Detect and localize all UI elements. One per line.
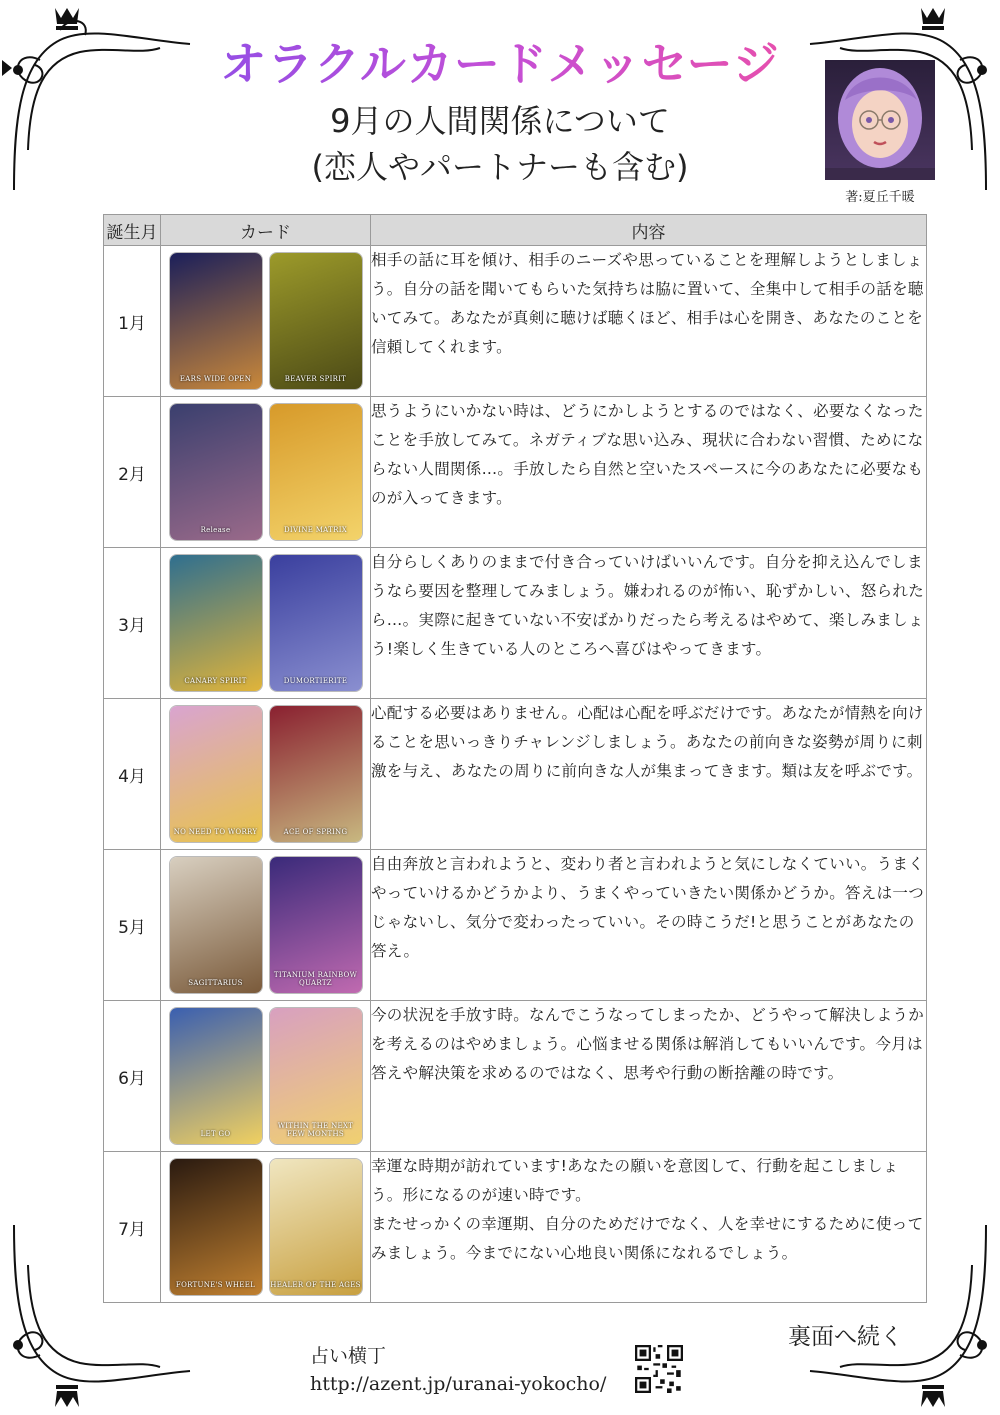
oracle-card-label: WITHIN THE NEXT FEW MONTHS xyxy=(277,1122,354,1138)
table-row xyxy=(104,397,927,548)
site-name: 占い横丁 xyxy=(310,1345,387,1367)
oracle-card-label: EARS WIDE OPEN xyxy=(179,375,252,383)
header-card: カード xyxy=(161,215,371,246)
site-url[interactable]: http://azent.jp/uranai-yokocho/ xyxy=(310,1373,607,1395)
subtitle-line-2: (恋人やパートナーも含む) xyxy=(311,148,689,186)
cards-cell xyxy=(161,850,371,1001)
cards-cell xyxy=(161,548,371,699)
birth-month-cell: 7月 xyxy=(104,1152,161,1303)
oracle-card-image xyxy=(270,555,362,691)
oracle-card-label: FORTUNE'S WHEEL xyxy=(175,1281,256,1289)
footer-site xyxy=(310,1342,606,1398)
table-row xyxy=(104,1001,927,1152)
cards-cell xyxy=(161,1152,371,1303)
oracle-card-image xyxy=(270,1159,362,1295)
oracle-card-image xyxy=(170,253,262,389)
oracle-card-label: ACE OF SPRING xyxy=(283,828,348,836)
table-row xyxy=(104,246,927,397)
oracle-card-label: Release xyxy=(200,526,231,534)
birth-month-cell: 3月 xyxy=(104,548,161,699)
message-text-cell: 自由奔放と言われようと、変わり者と言われようと気にしなくていい。うまくやっていけるかどうかより、うまくやっていきたい関係かどうか。答えは一つじゃないし、気分で変わったっていい。その時こうだ!と思うことがあなたの答え。 xyxy=(371,850,927,1001)
birth-month-cell: 2月 xyxy=(104,397,161,548)
message-text-cell: 心配する必要はありません。心配は心配を呼ぶだけです。あなたが情熱を向けることを思いっきりチャレンジしましょう。あなたの前向きな姿勢が周りに刺激を与え、あなたの周りに前向きな人が集まってきます。類は友を呼ぶです。 xyxy=(371,699,927,850)
oracle-card-label: CANARY SPIRIT xyxy=(184,677,247,685)
birth-month-cell: 1月 xyxy=(104,246,161,397)
birth-month-cell: 5月 xyxy=(104,850,161,1001)
header-birth-month: 誕生月 xyxy=(104,215,161,246)
page-title: オラクルカードメッセージ xyxy=(150,28,850,94)
oracle-card-image xyxy=(270,857,362,993)
oracle-card-image xyxy=(170,706,262,842)
oracle-card-image xyxy=(270,404,362,540)
qr-code-icon[interactable] xyxy=(635,1345,683,1393)
horoscope-table xyxy=(103,214,927,1303)
oracle-card-label: LET GO xyxy=(200,1130,231,1138)
oracle-card-image xyxy=(270,706,362,842)
table-row xyxy=(104,1152,927,1303)
cards-cell xyxy=(161,699,371,850)
oracle-card-image xyxy=(170,857,262,993)
message-text-cell: 思うようにいかない時は、どうにかしようとするのではなく、必要なくなったことを手放してみて。ネガティブな思い込み、現状に合わない習慣、ためにならない人間関係…。手放したら自然と空いたスペースに今のあなたに必要なものが入ってきます。 xyxy=(371,397,927,548)
table-row xyxy=(104,699,927,850)
oracle-card-label: BEAVER SPIRIT xyxy=(284,375,347,383)
author-name: 著:夏丘千暖 xyxy=(845,190,915,205)
birth-month-cell: 6月 xyxy=(104,1001,161,1152)
oracle-card-image xyxy=(170,555,262,691)
continue-on-back-label: 裏面へ続く xyxy=(788,1324,903,1350)
table-header-row xyxy=(104,215,927,246)
author-avatar xyxy=(825,60,935,180)
table-row xyxy=(104,850,927,1001)
oracle-card-image xyxy=(170,1159,262,1295)
cards-cell xyxy=(161,397,371,548)
oracle-card-label: DIVINE MATRIX xyxy=(283,526,348,534)
oracle-card-image xyxy=(170,1008,262,1144)
oracle-card-label: NO NEED TO WORRY xyxy=(173,828,258,836)
oracle-card-label: DUMORTIERITE xyxy=(283,677,348,685)
page-subtitle xyxy=(170,98,830,190)
subtitle-line-1: 9月の人間関係について xyxy=(330,102,670,140)
oracle-card-label: HEALER OF THE AGES xyxy=(270,1281,361,1289)
message-text-cell: 相手の話に耳を傾け、相手のニーズや思っていることを理解しようとしましょう。自分の話を聞いてもらいた気持ちは脇に置いて、全集中して相手の話を聴いてみて。あなたが真剣に聴けば聴くほど、相手は心を開き、あなたのことを信頼してくれます。 xyxy=(371,246,927,397)
header-content: 内容 xyxy=(371,215,927,246)
oracle-card-image xyxy=(270,1008,362,1144)
message-text-cell: 今の状況を手放す時。なんでこうなってしまったか、どうやって解決しようかを考えるのはやめましょう。心悩ませる関係は解消してもいいんです。今月は答えや解決策を求めるのではなく、思考や行動の断捨離の時です。 xyxy=(371,1001,927,1152)
oracle-card-image xyxy=(270,253,362,389)
cards-cell xyxy=(161,246,371,397)
message-text-cell: 自分らしくありのままで付き合っていけばいいんです。自分を抑え込んでしまうなら要因を整理してみましょう。嫌われるのが怖い、恥ずかしい、怒られたら…。実際に起きていない不安ばかりだったら考えるはやめて、楽しみましょう!楽しく生きている人のところへ喜びはやってきます。 xyxy=(371,548,927,699)
birth-month-cell: 4月 xyxy=(104,699,161,850)
oracle-card-image xyxy=(170,404,262,540)
oracle-card-label: TITANIUM RAINBOW QUARTZ xyxy=(273,971,358,987)
table-row xyxy=(104,548,927,699)
cards-cell xyxy=(161,1001,371,1152)
oracle-card-label: SAGITTARIUS xyxy=(188,979,243,987)
message-text-cell: 幸運な時期が訪れています!あなたの願いを意図して、行動を起こしましょう。形になるのが速い時です。 またせっかくの幸運期、自分のためだけでなく、人を幸せにするために使ってみましょう。今までにない心地良い関係になれるでしょう。 xyxy=(371,1152,927,1303)
